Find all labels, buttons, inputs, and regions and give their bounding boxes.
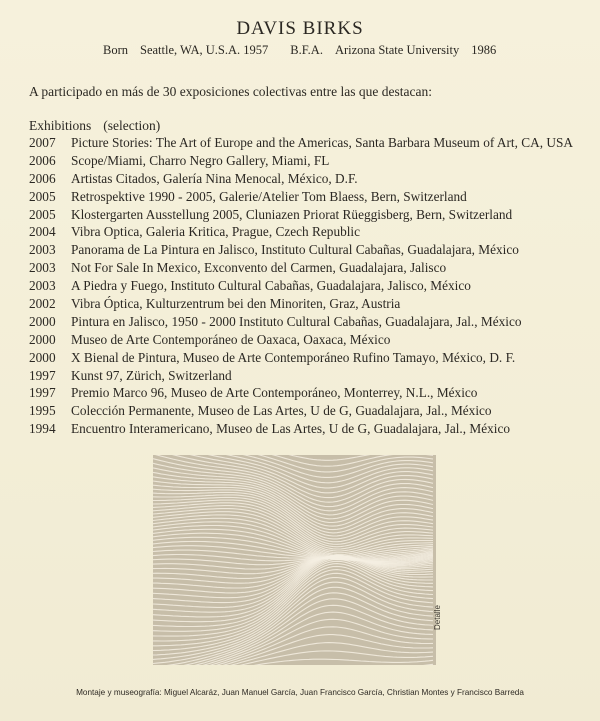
exhibition-year: 2003 — [29, 260, 56, 276]
exhibition-year: 2006 — [29, 152, 56, 168]
exhibition-item — [29, 206, 573, 224]
exhibition-item — [29, 241, 573, 259]
exhibition-text: Artistas Citados, Galería Nina Menocal, México, D.F. — [71, 170, 358, 186]
degree: B.F.A. — [290, 43, 323, 57]
exhibition-item — [29, 384, 573, 402]
degree-year: 1986 — [471, 43, 497, 57]
exhibition-year: 1997 — [29, 385, 56, 401]
exhibition-item — [29, 402, 573, 420]
exhibition-item — [29, 259, 573, 277]
exhibition-text: Pintura en Jalisco, 1950 - 2000 Instituto Cultural Cabañas, Guadalajara, Jal., México — [71, 313, 522, 329]
exhibition-year: 2002 — [29, 296, 56, 312]
exhibition-item — [29, 152, 573, 170]
intro-text: A participado en más de 30 exposiciones colectivas entre las que destacan: — [29, 84, 432, 99]
exhibition-year: 1995 — [29, 403, 56, 419]
exhibition-year: 2004 — [29, 224, 56, 240]
exhibition-text: Picture Stories: The Art of Europe and the Americas, Santa Barbara Museum of Art, CA, USA — [71, 135, 573, 150]
exhibition-text: Kunst 97, Zürich, Switzerland — [71, 367, 232, 383]
exhibition-text: Klostergarten Ausstellung 2005, Cluniazen Priorat Rüeggisberg, Bern, Switzerland — [71, 206, 513, 222]
exhibition-item — [29, 420, 573, 438]
exhibition-year: 1994 — [29, 421, 56, 437]
exhibition-text: X Bienal de Pintura, Museo de Arte Contemporáneo Rufino Tamayo, México, D. F. — [71, 349, 516, 365]
exhibitions-list — [29, 134, 573, 438]
exhibition-year: 2000 — [29, 349, 56, 365]
exhibition-year: 1997 — [29, 367, 56, 383]
exhibition-text: Colección Permanente, Museo de Las Artes, U de G, Guadalajara, Jal., México — [71, 403, 492, 419]
exhibition-item — [29, 295, 573, 313]
exhibition-text: Premio Marco 96, Museo de Arte Contemporáneo, Monterrey, N.L., México — [71, 385, 478, 401]
exhibition-text: Encuentro Interamericano, Museo de Las Artes, U de G, Guadalajara, Jal., México — [71, 421, 511, 437]
exhibition-text: Vibra Óptica, Kulturzentrum bei den Minoriten, Graz, Austria — [71, 296, 401, 312]
exhibition-text: Not For Sale In Mexico, Exconvento del Carmen, Guadalajara, Jalisco — [71, 260, 447, 276]
exhibition-year: 2003 — [29, 278, 56, 294]
exhibition-text: Museo de Arte Contemporáneo de Oaxaca, Oaxaca, México — [71, 331, 391, 347]
exhibitions-title: Exhibitions — [29, 118, 92, 133]
exhibition-item — [29, 223, 573, 241]
exhibition-year: 2007 — [29, 135, 56, 150]
exhibition-text: Vibra Optica, Galeria Kritica, Prague, Czech Republic — [71, 224, 361, 240]
exhibition-text: A Piedra y Fuego, Instituto Cultural Cabañas, Guadalajara, Jalisco, México — [71, 278, 471, 294]
exhibition-item — [29, 188, 573, 206]
artwork-detail-caption: Detalle — [433, 605, 442, 630]
exhibition-item — [29, 134, 573, 152]
bio-line — [103, 43, 496, 58]
artwork-image — [153, 455, 436, 665]
exhibition-text: Scope/Miami, Charro Negro Gallery, Miami, FL — [71, 152, 330, 168]
exhibition-text: Panorama de La Pintura en Jalisco, Instituto Cultural Cabañas, Guadalajara, México — [71, 242, 519, 258]
born-place: Seattle, WA, U.S.A. 1957 — [140, 43, 269, 57]
exhibitions-subtitle: (selection) — [103, 118, 161, 133]
exhibition-year: 2000 — [29, 331, 56, 347]
exhibition-year: 2005 — [29, 206, 56, 222]
exhibition-item — [29, 349, 573, 367]
artist-name: DAVIS BIRKS — [236, 18, 364, 39]
school: Arizona State University — [334, 43, 460, 57]
exhibition-year: 2003 — [29, 242, 56, 258]
exhibitions-heading — [29, 118, 160, 134]
exhibition-item — [29, 277, 573, 295]
exhibition-year: 2006 — [29, 170, 56, 186]
born-label: Born — [103, 43, 128, 57]
exhibition-year: 2005 — [29, 188, 56, 204]
exhibition-year: 2000 — [29, 313, 56, 329]
exhibition-item — [29, 313, 573, 331]
credits-line: Montaje y museografía: Miguel Alcaráz, Juan Manuel García, Juan Francisco García, Christian Montes y Francisco Barreda — [76, 688, 524, 697]
exhibition-item — [29, 170, 573, 188]
artwork-line-pattern — [153, 455, 436, 665]
exhibition-item — [29, 367, 573, 385]
exhibition-item — [29, 331, 573, 349]
exhibition-text: Retrospektive 1990 - 2005, Galerie/Atelier Tom Blaess, Bern, Switzerland — [71, 188, 467, 204]
